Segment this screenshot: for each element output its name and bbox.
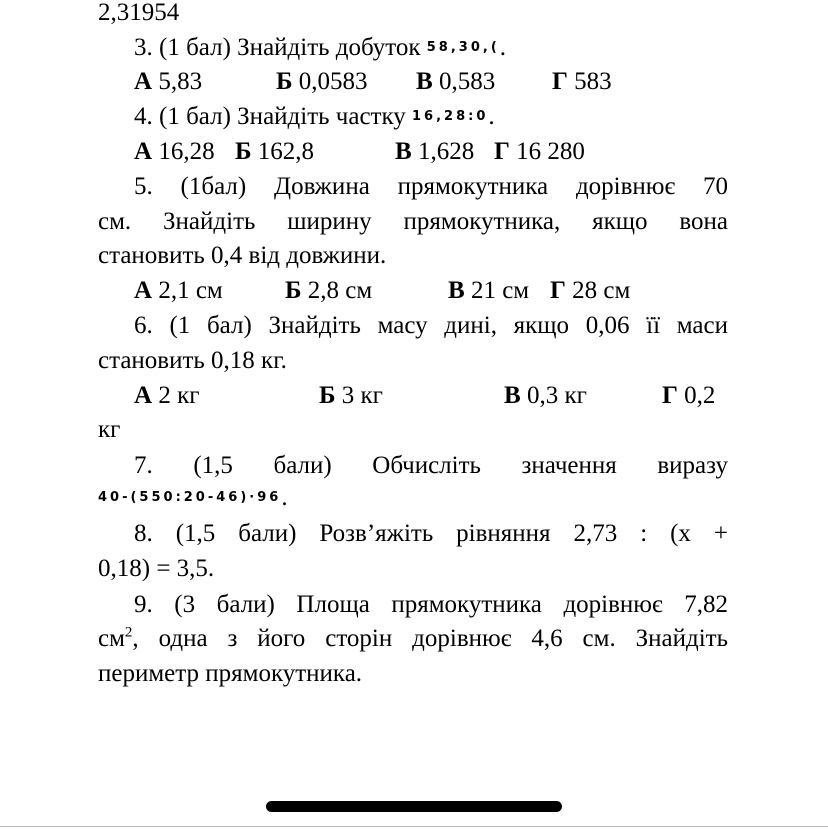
question-4-options: [134, 135, 728, 169]
question-9-unit: см: [98, 625, 125, 652]
option-b: Б 3 кг: [319, 382, 383, 409]
question-4-end: .: [488, 103, 495, 130]
question-5-line-1: 5. (1бал) Довжина прямокутника дорівнює 70: [134, 173, 728, 200]
question-4: [134, 100, 495, 134]
question-3: [134, 31, 506, 65]
question-5-options: [134, 274, 728, 308]
question-9-line-2: [98, 622, 728, 656]
option-b: Б 162,8: [235, 138, 315, 165]
top-value: 2,31954: [98, 0, 180, 26]
question-9-line-1: 9. (3 бали) Площа прямокутника дорівнює 7,82: [134, 591, 728, 618]
question-4-formula: 16,28:0: [412, 109, 489, 124]
question-6-wrap: кг: [98, 416, 121, 443]
question-9-line-3: периметр прямокутника.: [98, 660, 363, 687]
question-3-end: .: [499, 34, 507, 61]
option-g: Г 0,2: [662, 382, 716, 409]
option-v: В 1,628: [395, 138, 475, 165]
option-g: Г 16 280: [494, 138, 585, 165]
question-7-end: .: [281, 484, 288, 511]
question-4-text: 4. (1 бал) Знайдіть частку: [134, 103, 413, 130]
question-8-line-2: 0,18) = 3,5.: [98, 555, 215, 582]
option-g: Г 28 см: [550, 277, 631, 304]
option-g: Г 583: [552, 68, 612, 95]
option-a: А 2 кг: [134, 382, 200, 409]
question-6-line-1: 6. (1 бал) Знайдіть масу дині, якщо 0,06 її маси: [134, 312, 728, 339]
question-6-options: [134, 379, 728, 413]
option-v: В 0,583: [416, 68, 496, 95]
question-3-text: 3. (1 бал) Знайдіть добуток: [134, 34, 427, 61]
question-7-line-2: [98, 481, 288, 515]
question-7-line-1: 7. (1,5 бали) Обчисліть значення виразу: [134, 452, 728, 479]
question-5-line-2: см. Знайдіть ширину прямокутника, якщо вона: [98, 208, 728, 235]
home-indicator[interactable]: [266, 801, 562, 812]
question-8-line-1: 8. (1,5 бали) Розв’яжіть рівняння 2,73 : (x +: [134, 520, 728, 547]
question-3-formula: 58,30,(: [426, 40, 500, 55]
question-9-superscript: 2: [124, 624, 133, 641]
option-a: А 16,28: [134, 138, 215, 165]
option-b: Б 2,8 см: [285, 277, 373, 304]
question-9-line-2-text: , одна з його сторін дорівнює 4,6 см. Знайдіть: [132, 625, 728, 652]
question-7-formula: 40-(550:20-46)·96: [98, 490, 282, 505]
bottom-divider: [0, 826, 828, 827]
question-3-options: [134, 65, 728, 99]
question-6-line-2: становить 0,18 кг.: [98, 347, 287, 374]
question-5-line-3: становить 0,4 від довжини.: [98, 242, 387, 269]
option-b: Б 0,0583: [276, 68, 368, 95]
option-a: А 2,1 см: [134, 277, 223, 304]
option-v: В 21 см: [448, 277, 530, 304]
option-v: В 0,3 кг: [504, 382, 587, 409]
option-a: А 5,83: [134, 68, 203, 95]
